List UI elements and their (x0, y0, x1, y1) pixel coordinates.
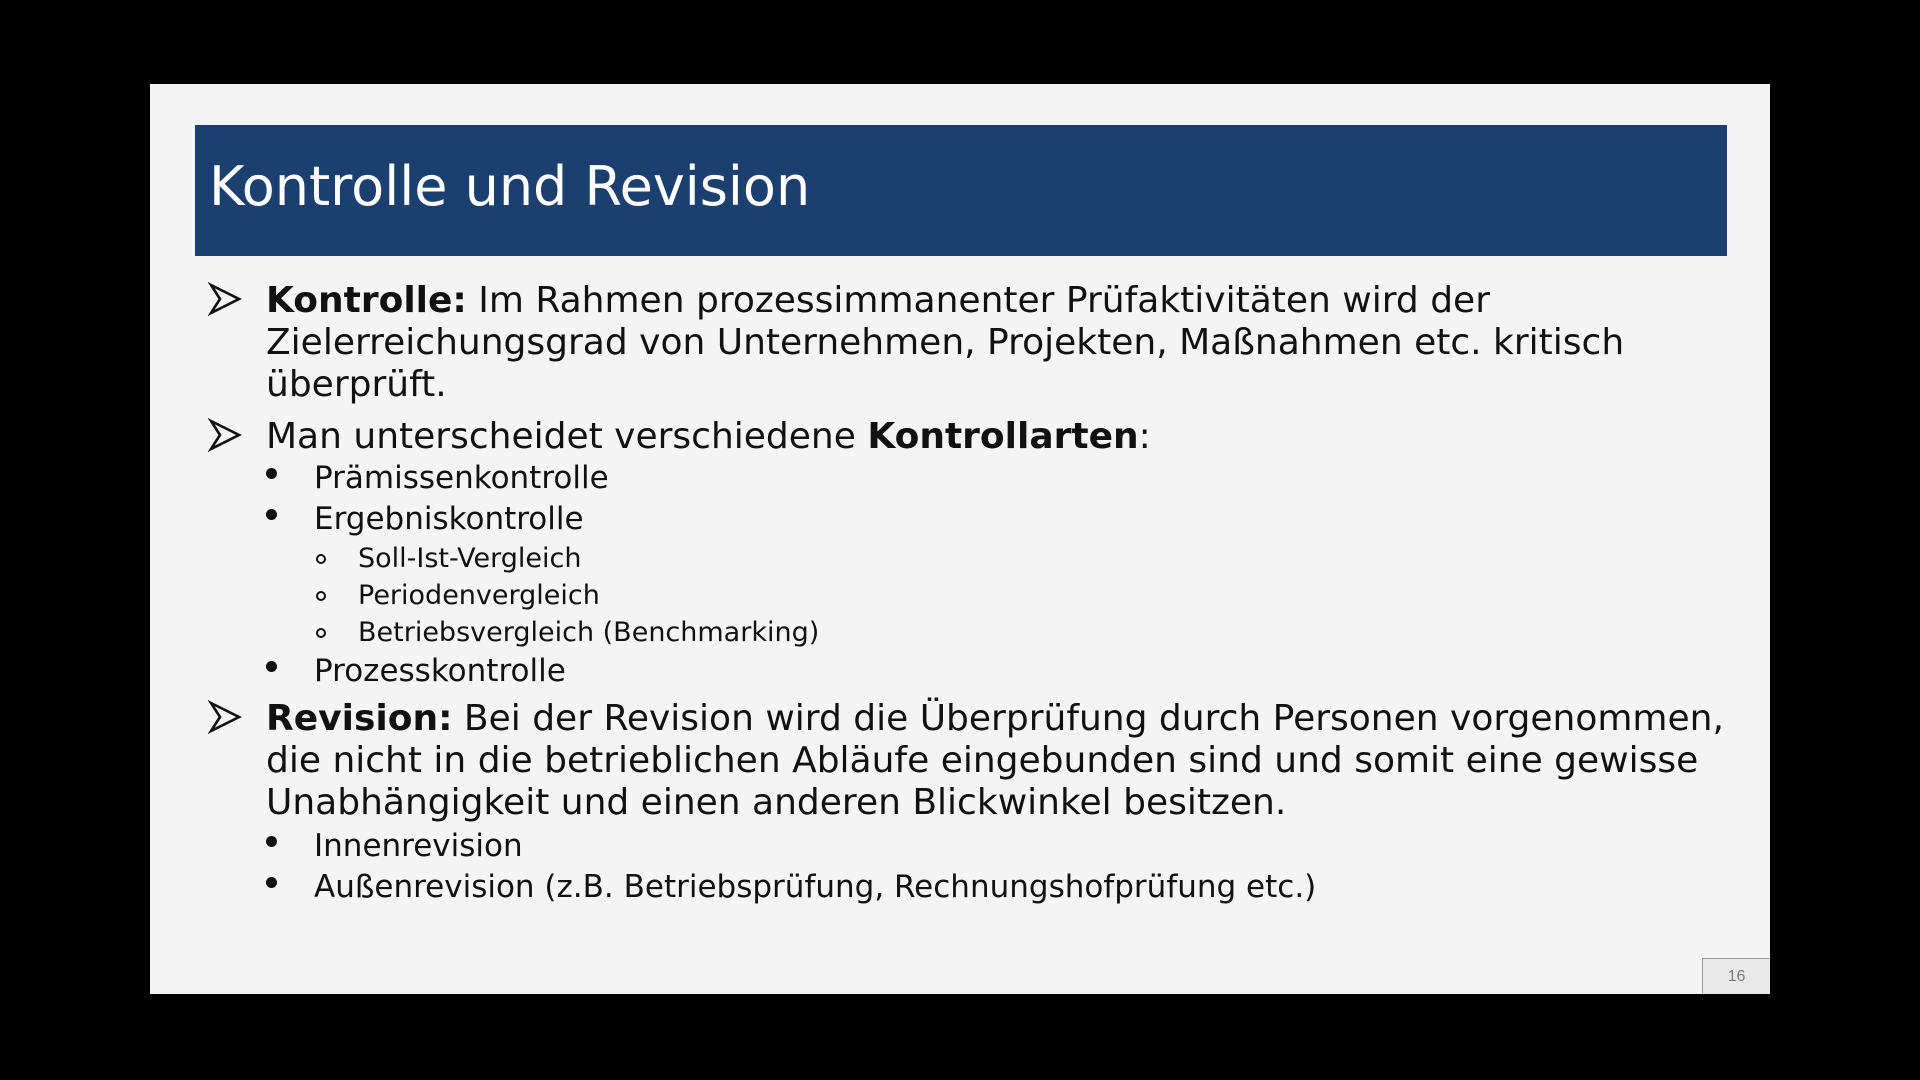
arrowhead-bullet-icon (208, 282, 242, 316)
circle-bullet-icon (316, 591, 326, 601)
sub-list-item-label: Soll-Ist-Vergleich (358, 543, 582, 574)
presentation-slide (150, 84, 1770, 994)
slide-content (208, 280, 1748, 914)
bullet-kontrolle (208, 280, 1748, 406)
bullet-group-kontrollarten (208, 416, 1748, 692)
slide-title: Kontrolle und Revision (209, 155, 811, 218)
list-item (208, 458, 1748, 499)
dot-bullet-icon (266, 468, 277, 479)
sub-list-item (208, 614, 1748, 651)
bullet-suffix: : (1138, 416, 1151, 457)
list-item (208, 826, 1748, 867)
sub-list-item-label: Periodenvergleich (358, 580, 600, 611)
bullet-prefix: Man unterscheidet verschiedene (266, 416, 868, 457)
title-bar (195, 125, 1727, 256)
sub-list-item (208, 577, 1748, 614)
bullet-revision (208, 698, 1748, 824)
bullet-heading: Revision: (266, 698, 453, 739)
list-item-label: Außenrevision (z.B. Betriebsprüfung, Rechnungshofprüfung etc.) (314, 869, 1317, 905)
sub-list-item (208, 540, 1748, 577)
bullet-text: Im Rahmen prozessimmanenter Prüfaktivitäten wird der Zielerreichungsgrad von Unternehmen, Projekten, Maßnahmen etc. kritisch überprüft. (266, 280, 1625, 405)
list-item-label: Prozesskontrolle (314, 653, 566, 689)
list-item-label: Ergebniskontrolle (314, 501, 584, 537)
list-item (208, 651, 1748, 692)
sub-list-item-label: Betriebsvergleich (Benchmarking) (358, 617, 820, 648)
list-item (208, 867, 1748, 908)
list-item (208, 499, 1748, 540)
bullet-text: Bei der Revision wird die Überprüfung durch Personen vorgenommen, die nicht in die betrieblichen Abläufe eingebunden sind und somit eine gewisse Unabhängigkeit und einen anderen Blickwinkel besitzen. (266, 698, 1724, 823)
list-item-label: Innenrevision (314, 828, 523, 864)
bullet-kontrollarten (208, 416, 1748, 458)
circle-bullet-icon (316, 628, 326, 638)
bullet-heading: Kontrollarten (867, 416, 1139, 457)
dot-bullet-icon (266, 877, 277, 888)
bullet-heading: Kontrolle: (266, 280, 467, 321)
arrowhead-bullet-icon (208, 700, 242, 734)
list-item-label: Prämissenkontrolle (314, 460, 609, 496)
page-number: 16 (1702, 958, 1770, 994)
dot-bullet-icon (266, 836, 277, 847)
dot-bullet-icon (266, 661, 277, 672)
dot-bullet-icon (266, 509, 277, 520)
circle-bullet-icon (316, 554, 326, 564)
arrowhead-bullet-icon (208, 418, 242, 452)
bullet-group-revision (208, 698, 1748, 908)
